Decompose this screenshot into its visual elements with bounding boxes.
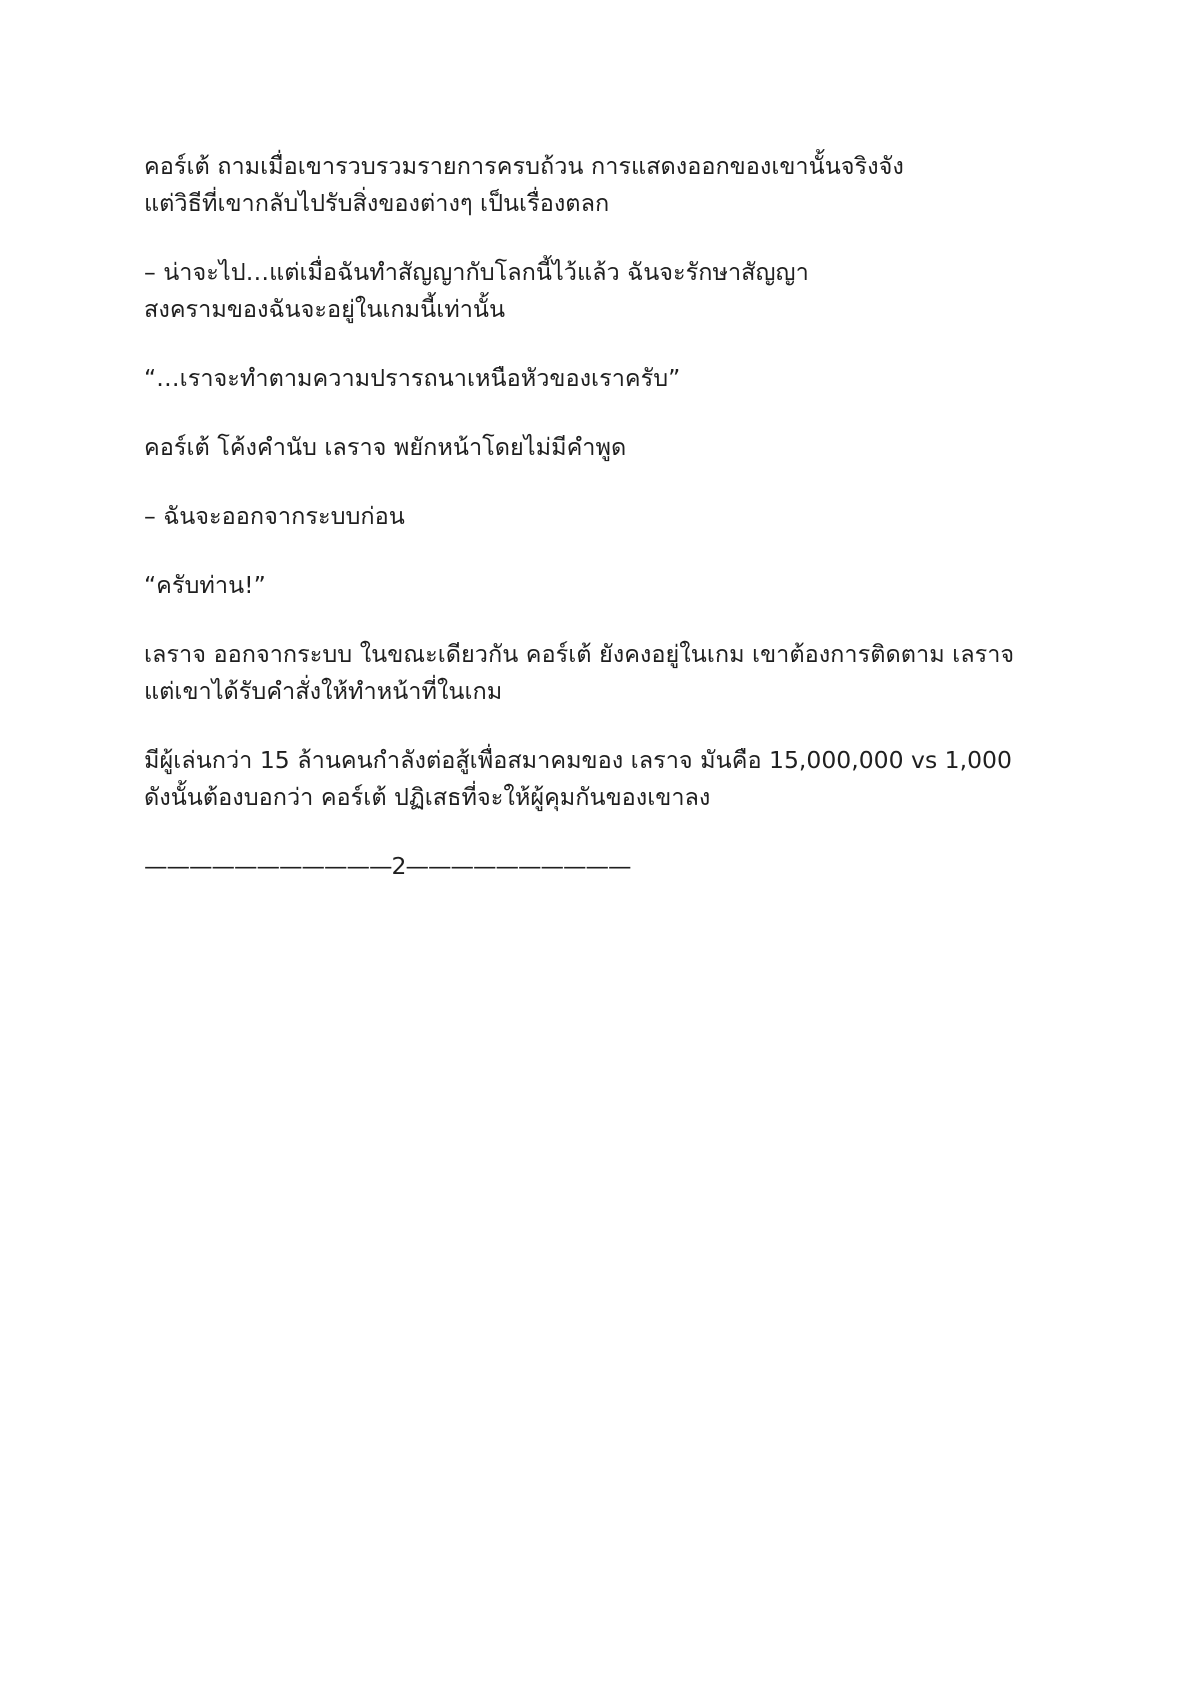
body-text [144, 148, 1054, 885]
paragraph-3: “…เราจะทำตามความปรารถนาเหนือหัวของเราครับ” [144, 364, 681, 392]
paragraph-5: – ฉันจะออกจากระบบก่อน [144, 502, 405, 530]
paragraph-1: คอร์เต้ ถามเมื่อเขารวบรวมรายการครบถ้วน การแสดงออกของเขานั้นจริงจัง แต่วิธีที่เขากลับไปรับสิ่งของต่างๆ เป็นเรื่องตลก [144, 152, 904, 217]
section-separator: ———————————2—————————— [144, 852, 631, 880]
paragraph-2: – น่าจะไป…แต่เมื่อฉันทำสัญญากับโลกนี้ไว้แล้ว ฉันจะรักษาสัญญา สงครามของฉันจะอยู่ในเกมนี้เท่านั้น [144, 258, 809, 323]
paragraph-8: มีผู้เล่นกว่า 15 ล้านคนกำลังต่อสู้เพื่อสมาคมของ เลราจ มันคือ 15,000,000 vs 1,000 ดังนั้นต้องบอกว่า คอร์เต้ ปฏิเสธที่จะให้ผู้คุมกันของเขาลง [144, 746, 1012, 811]
paragraph-4: คอร์เต้ โค้งคำนับ เลราจ พยักหน้าโดยไม่มีคำพูด [144, 433, 627, 461]
paragraph-6: “ครับท่าน!” [144, 571, 266, 599]
paragraph-7: เลราจ ออกจากระบบ ในขณะเดียวกัน คอร์เต้ ยังคงอยู่ในเกม เขาต้องการติดตาม เลราจ แต่เขาได้รับคำสั่งให้ทำหน้าที่ในเกม [144, 640, 1015, 705]
